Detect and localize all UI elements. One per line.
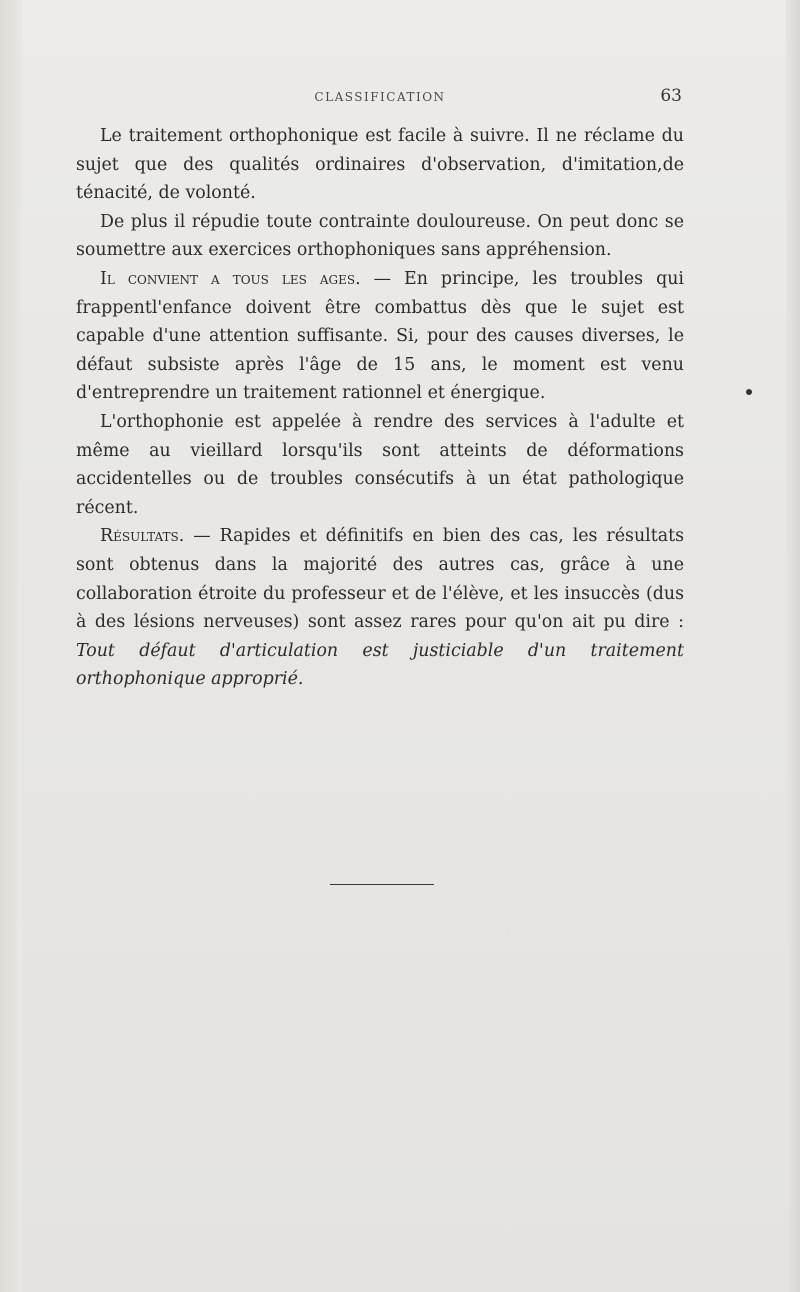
page-right-edge: [786, 0, 800, 1292]
paragraph-2-text: De plus il répudie toute contrainte douloureuse. On peut donc se soumettre aux exercices orthophoniques sans appréhension.: [76, 211, 684, 261]
ink-speck: [746, 389, 752, 395]
paragraph-3-text: — En principe, les troubles qui frappentl'enfance doivent être combattus dès que le sujet est capable d'une attention suffisante. Si, pour des causes diverses, le défaut subsiste après l'âge de 15 ans, le moment est venu d'entreprendre un traitement rationnel et énergique.: [76, 268, 684, 404]
section-heading-age: Il convient a tous les ages.: [100, 268, 361, 289]
paragraph-3: [76, 265, 684, 408]
running-head: CLASSIFICATION: [314, 90, 446, 104]
paragraph-1: [76, 122, 684, 208]
paragraph-4-text: L'orthophonie est appelée à rendre des services à l'adulte et même au vieillard lorsqu'ils sont atteints de déformations accidentelles ou de troubles consécutifs à un état pathologique récent.: [76, 411, 684, 518]
italic-quote: Tout défaut d'articulation est justiciable d'un traitement orthophonique approprié.: [76, 640, 684, 690]
body-text: [76, 122, 684, 694]
page-number: 63: [660, 86, 682, 106]
paragraph-2: [76, 208, 684, 265]
paragraph-5: [76, 522, 684, 694]
paragraph-4: [76, 408, 684, 522]
paragraph-5-text: — Rapides et définitifs en bien des cas, les résultats sont obtenus dans la majorité des autres cas, grâce à une collaboration étroite du professeur et de l'élève, et les insuccès (dus à des lésions nerveuses) sont assez rares pour qu'on ait pu dire :: [76, 526, 684, 633]
end-rule: [330, 884, 434, 885]
section-heading-results: Résultats.: [100, 526, 185, 547]
page-left-edge: [0, 0, 22, 1292]
page-header: [76, 86, 684, 110]
paragraph-1-text: Le traitement orthophonique est facile à suivre. Il ne réclame du sujet que des qualités ordinaires d'observation, d'imitation,de ténacité, de volonté.: [76, 126, 684, 204]
